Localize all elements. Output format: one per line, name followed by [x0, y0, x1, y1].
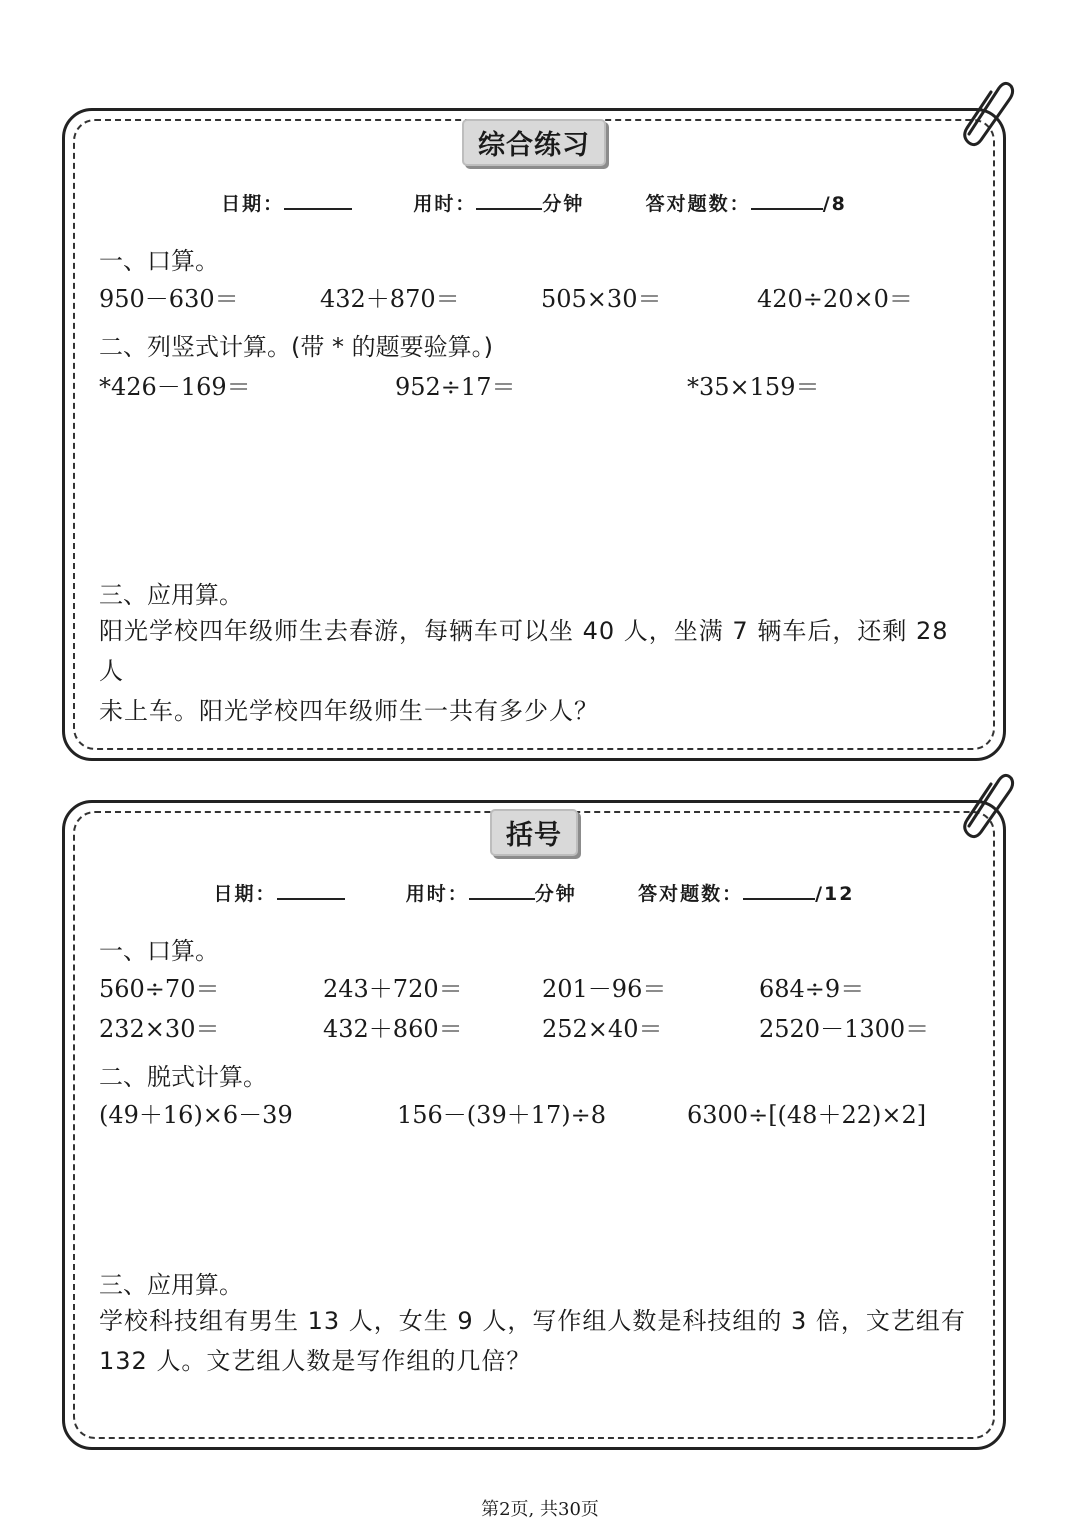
section-oral-heading: 一、口算。: [99, 937, 219, 965]
vertical-item: 952÷17＝: [395, 373, 516, 401]
correct-blank[interactable]: [743, 880, 815, 900]
section-word-problem-heading: 三、应用算。: [99, 1271, 243, 1299]
exercise-card-brackets: [62, 800, 1006, 1450]
section-vertical-heading: 二、列竖式计算。(带 * 的题要验算。): [99, 333, 493, 361]
oral-item: 684÷9＝: [759, 975, 865, 1003]
time-blank[interactable]: [476, 190, 542, 210]
time-unit: 分钟: [534, 883, 577, 905]
time-blank[interactable]: [469, 880, 535, 900]
vertical-item: *426－169＝: [99, 373, 251, 401]
word-problem: [99, 1301, 975, 1381]
paperclip-icon: [955, 78, 1015, 148]
oral-item: 243＋720＝: [323, 975, 463, 1003]
section-stepwise-heading: 二、脱式计算。: [99, 1063, 267, 1091]
stepwise-item: 156－(39＋17)÷8: [397, 1101, 606, 1129]
problem-line: 未上车。阳光学校四年级师生一共有多少人？: [99, 697, 599, 725]
oral-row: [65, 969, 1003, 1003]
correct-label: 答对题数：: [638, 883, 744, 905]
vertical-item: *35×159＝: [687, 373, 820, 401]
section-word-problem-heading: 三、应用算。: [99, 581, 243, 609]
time-label: 用时：: [413, 193, 477, 215]
oral-item: 432＋870＝: [320, 285, 460, 313]
correct-label: 答对题数：: [645, 193, 751, 215]
date-label: 日期：: [221, 193, 285, 215]
oral-row: [65, 1009, 1003, 1043]
oral-item: 560÷70＝: [99, 975, 220, 1003]
stepwise-item: (49＋16)×6－39: [99, 1101, 293, 1129]
time-label: 用时：: [405, 883, 469, 905]
oral-item: 252×40＝: [542, 1015, 663, 1043]
oral-row: [65, 279, 1003, 313]
problem-line: 132 人。文艺组人数是写作组的几倍？: [99, 1347, 532, 1375]
oral-item: 950－630＝: [99, 285, 239, 313]
section-oral-heading: 一、口算。: [99, 247, 219, 275]
card-title: 综合练习: [462, 119, 606, 166]
correct-total: /12: [815, 883, 855, 905]
date-blank[interactable]: [284, 190, 352, 210]
date-label: 日期：: [213, 883, 277, 905]
word-problem: [99, 611, 975, 731]
oral-item: 232×30＝: [99, 1015, 220, 1043]
oral-item: 505×30＝: [541, 285, 662, 313]
problem-line: 阳光学校四年级师生去春游，每辆车可以坐 40 人，坐满 7 辆车后，还剩 28 人: [99, 617, 949, 685]
oral-item: 2520－1300＝: [759, 1015, 930, 1043]
card-title: 括号: [490, 809, 578, 856]
stepwise-row: [65, 1095, 1003, 1129]
meta-line: [65, 879, 1003, 906]
page-footer: 第2页, 共30页: [481, 1499, 599, 1520]
oral-item: 432＋860＝: [323, 1015, 463, 1043]
correct-blank[interactable]: [751, 190, 823, 210]
oral-item: 201－96＝: [542, 975, 667, 1003]
oral-item: 420÷20×0＝: [757, 285, 913, 313]
correct-total: /8: [822, 193, 847, 215]
problem-line: 学校科技组有男生 13 人，女生 9 人，写作组人数是科技组的 3 倍，文艺组有: [99, 1307, 966, 1335]
date-blank[interactable]: [277, 880, 345, 900]
vertical-row: [65, 367, 1003, 401]
meta-line: [65, 189, 1003, 216]
stepwise-item: 6300÷[(48＋22)×2]: [687, 1101, 927, 1129]
exercise-card-comprehensive: [62, 108, 1006, 761]
paperclip-icon: [955, 770, 1015, 840]
time-unit: 分钟: [542, 193, 585, 215]
